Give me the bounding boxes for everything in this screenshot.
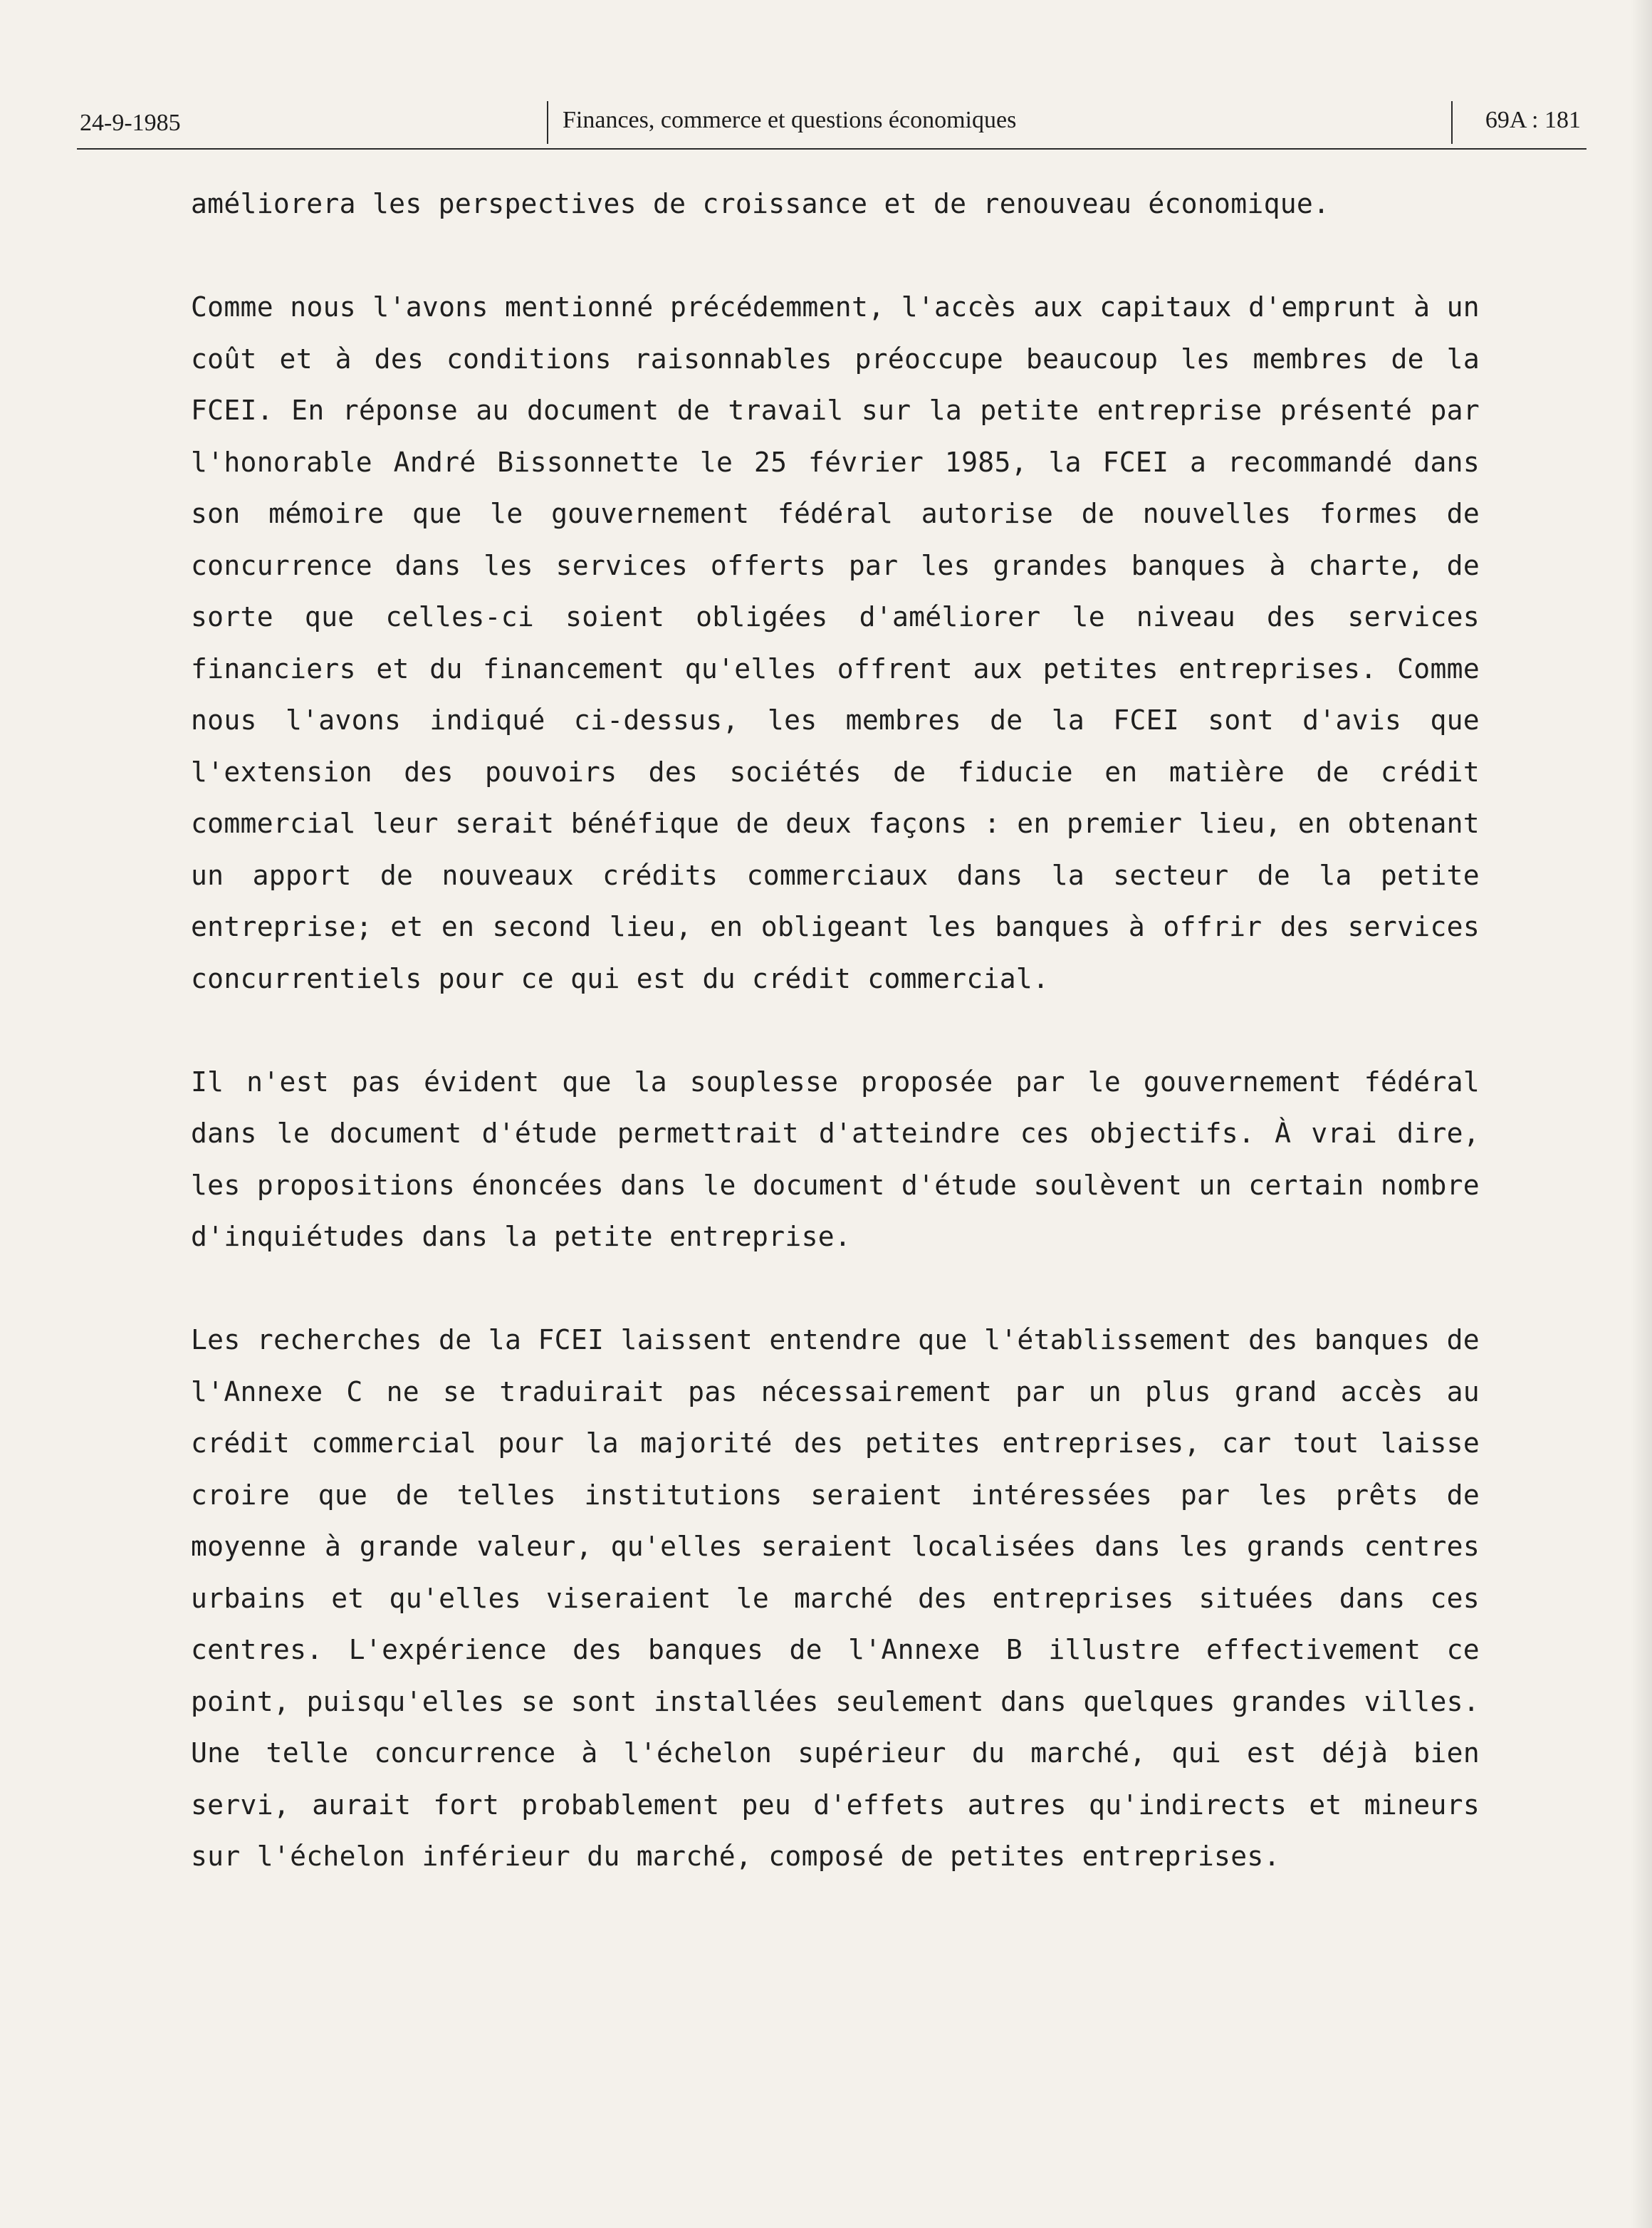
paragraph: améliorera les perspectives de croissance et de renouveau économique. xyxy=(191,188,1330,219)
paragraph: Il n'est pas évident que la souplesse proposée par le gouvernement fédéral dans le document d'étude permettrait d'atteindre ces objectifs. À vrai dire, les propositions énoncées dans le document d'étude soulèvent un certain nombre d'inquiétudes dans la petite entreprise. xyxy=(191,1066,1480,1252)
paragraph: Les recherches de la FCEI laissent entendre que l'établissement des banques de l'Annexe C ne se traduirait pas nécessairement par un plus grand accès au crédit commercial pour la majorité des petites entreprises, car tout laisse croire que de telles institutions seraient intéressées par les prêts de moyenne à grande valeur, qu'elles seraient localisées dans les grands centres urbains et qu'elles viseraient le marché des entreprises situées dans ces centres. L'expérience des banques de l'Annexe B illustre effectivement ce point, puisqu'elles se sont installées seulement dans quelques grandes villes. Une telle concurrence à l'échelon supérieur du marché, qui est déjà bien servi, aurait fort probablement peu d'effets autres qu'indirects et mineurs sur l'échelon inférieur du marché, composé de petites entreprises. xyxy=(191,1324,1480,1872)
header-date: 24-9-1985 xyxy=(80,110,181,136)
header-rule xyxy=(77,148,1586,150)
header-page-number: 69A : 181 xyxy=(1485,107,1581,133)
body-text xyxy=(191,178,1480,1934)
header-divider-left xyxy=(547,101,548,144)
page-edge-shadow xyxy=(1631,0,1652,2228)
running-header xyxy=(77,107,1586,150)
paragraph: Comme nous l'avons mentionné précédemment, l'accès aux capitaux d'emprunt à un coût et à des conditions raisonnables préoccupe beaucoup les membres de la FCEI. En réponse au document de travail sur la petite entreprise présenté par l'honorable André Bissonnette le 25 février 1985, la FCEI a recommandé dans son mémoire que le gouvernement fédéral autorise de nouvelles formes de concurrence dans les services offerts par les grandes banques à charte, de sorte que celles-ci soient obligées d'améliorer le niveau des services financiers et du financement qu'elles offrent aux petites entreprises. Comme nous l'avons indiqué ci-dessus, les membres de la FCEI sont d'avis que l'extension des pouvoirs des sociétés de fiducie en matière de crédit commercial leur serait bénéfique de deux façons : en premier lieu, en obtenant un apport de nouveaux crédits commerciaux dans la secteur de la petite entreprise; et en second lieu, en obligeant les banques à offrir des services concurrentiels pour ce qui est du crédit commercial. xyxy=(191,291,1480,994)
header-divider-right xyxy=(1451,101,1453,144)
header-title: Finances, commerce et questions économiques xyxy=(563,107,1017,133)
